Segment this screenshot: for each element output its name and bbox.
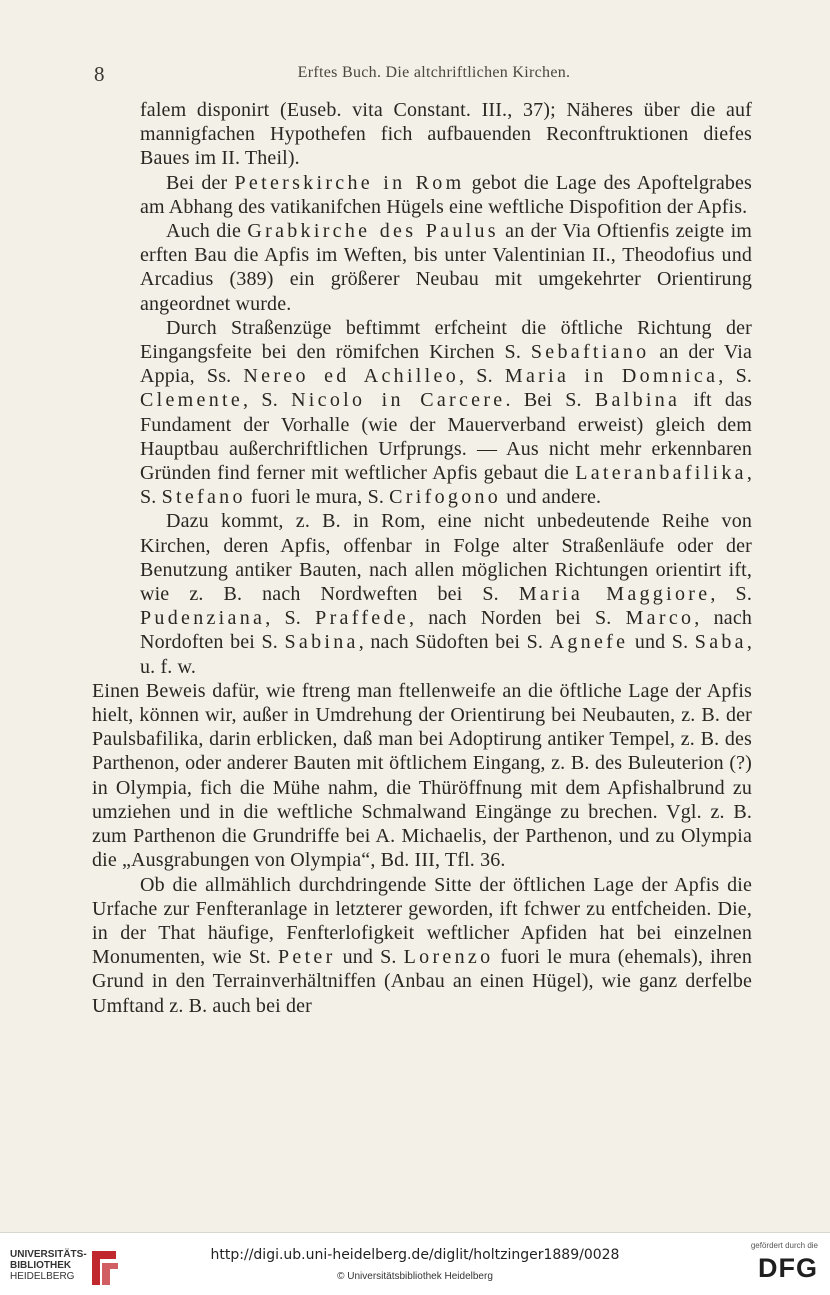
digitization-footer [0,1232,830,1295]
paragraph-3: Auch die Grabkirche des Paulus an der Via Oftienfis zeigte im erften Bau die Apfis im Weften, bis unter Valentinian II., Theodofius und Arcadius (389) ein größerer Neubau mit umgekehrter Orientirung angeordnet wurde. [140,220,752,315]
page-number: 8 [94,62,105,86]
ub-heidelberg-mark-icon [88,1245,122,1289]
university-library-logo[interactable] [10,1245,120,1289]
funding-label: gefördert durch die [750,1241,818,1250]
paragraph-7: Ob die allmählich durchdringende Sitte der öftlichen Lage der Apfis die Urfache zur Fenfteranlage in letzterer geworden, ift fchwer zu entfcheiden. Die, in der That häufige, Fenfterlofigkeit weftlicher Apfiden hat bei einzelnen Monumenten, wie St. Peter und S. Lorenzo fuori le mura (ehemals), ihren Grund in den Terrainverhältniffen (Anbau an einen Hügel), wie ganz derfelbe Umftand z. B. auch bei der [92,873,752,1017]
paragraph-5: Dazu kommt, z. B. in Rom, eine nicht unbedeutende Reihe von Kirchen, deren Apfis, offenbar in Folge alter Straßenläufe oder der Benutzung antiker Bauten, nach allen möglichen Richtungen orientirt ift, wie z. B. nach Nordweften bei S. Maria Maggiore, S. Pudenziana, S. Praffede, nach Norden bei S. Marco, nach Nordoften bei S. Sabina, nach Südoften bei S. Agnefe und S. Saba, u. f. w. [140,510,752,678]
dfg-logo-icon: DFG [758,1253,818,1283]
running-head [94,62,754,86]
running-title: Erftes Buch. Die altchriftlichen Kirchen. [297,64,571,81]
paragraph-6: Einen Beweis dafür, wie ftreng man ftellenweife an die öftliche Lage der Apfis hielt, können wir, außer in Umdrehung der Orientirung bei Neubauten, z. B. der Paulsbafilika, darin erblicken, daß man bei Adoptirung antiker Tempel, z. B. des Parthenon, oder anderer Bauten mit öftlichem Eingang, z. B. des Buleuterion (?) in Olympia, fich die Mühe nahm, die Thüröffnung mit dem Apfishalbrund zu umziehen und in die weftliche Schmalwand Eingänge zu brechen. Vgl. z. B. zum Parthenon die Grundriffe bei A. Michaelis, der Parthenon, und zu Olympia die „Ausgrabungen von Olympia“, Bd. III, Tfl. 36. [92,679,752,872]
paragraph-4: Durch Straßenzüge beftimmt erfcheint die öftliche Richtung der Eingangsfeite bei den römifchen Kirchen S. Sebaftiano an der Via Appia, Ss. Nereo ed Achilleo, S. Maria in Domnica, S. Clemente, S. Nicolo in Carcere. Bei S. Balbina ift das Fundament der Vorhalle (wie der Mauerverband erweist) gleich dem Hauptbau außerchriftlichen Urfprungs. — Aus nicht mehr erkennbaren Gründen find ferner mit weftlicher Apfis gebaut die Lateranbafilika, S. Stefano fuori le mura, S. Crifogono und andere. [140,316,753,509]
indented-section [92,98,752,679]
library-name: UNIVERSITÄTS- BIBLIOTHEK HEIDELBERG [10,1249,87,1282]
permalink-url[interactable]: http://digi.ub.uni-heidelberg.de/diglit/holtzinger1889/0028 [210,1247,620,1263]
paragraph-2: Bei der Peterskirche in Rom gebot die Lage des Apoftelgrabes am Abhang des vatikanifchen Hügels eine weftliche Dispofition der Apfis. [140,171,752,218]
dfg-funding[interactable] [728,1241,818,1291]
copyright-notice: © Universitätsbibliothek Heidelberg [337,1271,493,1282]
paragraph-1: falem disponirt (Euseb. vita Constant. III., 37); Näheres über die auf mannigfachen Hypothefen fich aufbauenden Reconftruktionen diefes Baues im II. Theil). [140,99,752,170]
full-width-section [92,679,752,1018]
body-text [92,98,752,1018]
